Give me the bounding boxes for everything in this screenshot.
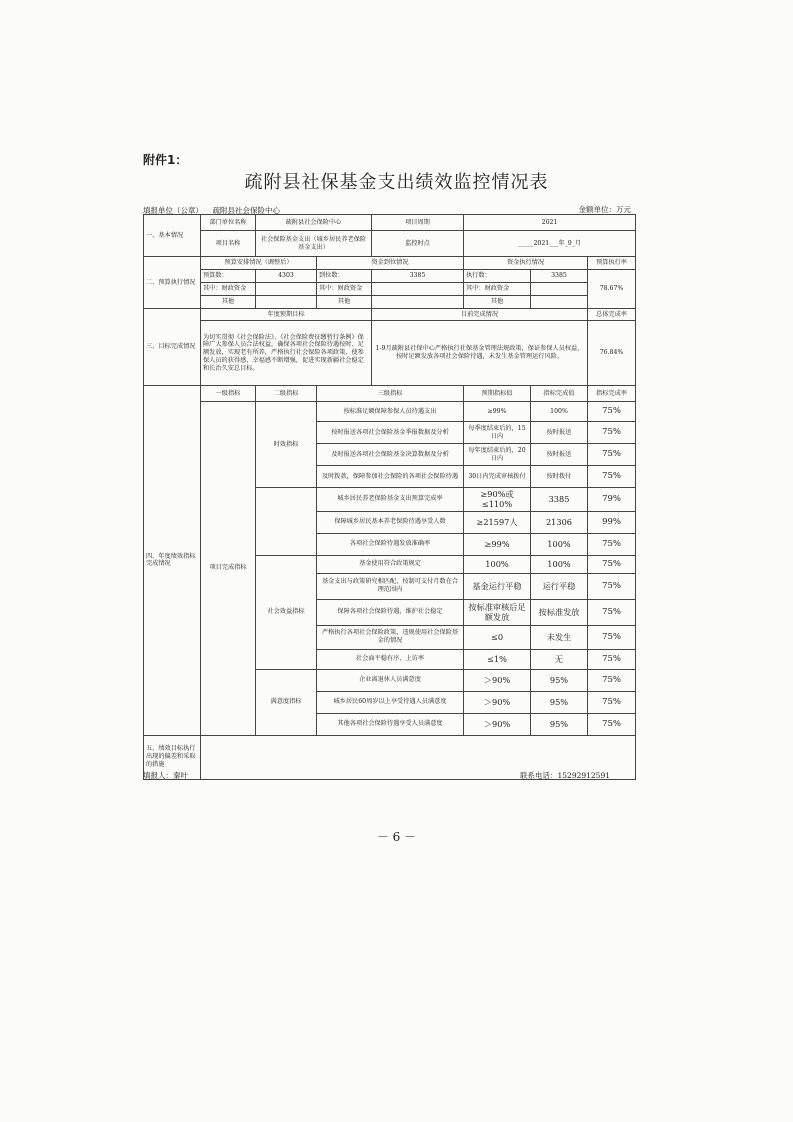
arrive-value: 3385 [372, 270, 464, 283]
indicator-expected: ≥99% [464, 533, 531, 555]
budget-arrange-header: 预算安排情况（调整后） [201, 257, 317, 270]
indicator-expected: ＞90% [464, 691, 531, 713]
header-rate: 指标完成率 [588, 386, 636, 402]
phone-label: 联系电话： [520, 771, 558, 780]
group-satisfaction: 满意度指标 [256, 669, 317, 735]
filler-value: 疏附县社会保险中心 [212, 206, 281, 215]
indicator-rate: 75% [588, 555, 636, 573]
indicator-rate: 75% [588, 649, 636, 669]
indicator-rate: 75% [588, 533, 636, 555]
arrive-other-label: 其他 [317, 296, 372, 309]
indicator-actual: 3385 [531, 488, 588, 512]
monitor-label: 监控时点 [372, 231, 464, 257]
indicator-rate: 75% [588, 573, 636, 599]
period-label: 项目周期 [372, 215, 464, 231]
exec-other-label: 其他 [464, 296, 531, 309]
group-quantity [256, 488, 317, 556]
header-level1: 一级指标 [201, 386, 256, 402]
section-goal: 三、目标完成情况 [144, 309, 201, 386]
indicator-rate: 75% [588, 599, 636, 625]
exec-value: 3385 [531, 270, 588, 283]
group-social-benefit: 社会效益指标 [256, 555, 317, 669]
indicator-actual: 100% [531, 402, 588, 422]
indicator-rate: 75% [588, 691, 636, 713]
indicator-name: 城乡居民养老保险基金支出预算完成率 [317, 488, 464, 512]
indicator-actual: 按时报送 [531, 422, 588, 444]
indicator-name: 城乡居民60周岁以上享受待遇人员满意度 [317, 691, 464, 713]
arrive-fin-value [372, 283, 464, 296]
group-timeliness: 时效指标 [256, 402, 317, 488]
section-basic: 一、基本情况 [144, 215, 201, 257]
goal-rate-value: 76.84% [588, 321, 636, 386]
indicator-expected: 30日内完成审核拨付 [464, 466, 531, 488]
indicator-rate: 75% [588, 466, 636, 488]
goal-annual-text: 为切实贯彻《社会保险法》、《社会保险费征缴暂行条例》保障广大参保人员合法权益，确保各项社会保险待遇按时、足额发放，实现老有所养，严格执行社会保险各项政策，使参保人员的获得感、幸福感不断增强，促进实现新疆社会稳定和长治久安总目标。 [201, 321, 372, 386]
indicator-actual: 100% [531, 555, 588, 573]
budget-rate-value: 78.67% [588, 270, 636, 309]
indicator-expected: ≤1% [464, 649, 531, 669]
section-deviation: 五、绩效目标执行出现的偏差和采取的措施 [144, 735, 201, 779]
indicator-name: 基金使用符合政策规定 [317, 555, 464, 573]
indicator-actual: 按时报送 [531, 444, 588, 466]
indicator-expected: ＞90% [464, 713, 531, 735]
exec-other-value [531, 296, 588, 309]
level1-project-completion: 项目完成指标 [201, 402, 256, 736]
indicator-rate: 75% [588, 713, 636, 735]
indicator-actual: 按时拨付 [531, 466, 588, 488]
exec-fin-value [531, 283, 588, 296]
amount-unit: 金额单位：万元 [578, 205, 631, 214]
filler-label: 填报单位（公章） [143, 206, 203, 215]
indicator-expected: ＞90% [464, 669, 531, 691]
indicator-name: 社会面平稳有序，上访率 [317, 649, 464, 669]
reporter [143, 770, 188, 781]
period-value: 2021 [464, 215, 636, 231]
page-number: － 6 － [376, 830, 417, 844]
indicator-expected: 每年度结束后的，20日内 [464, 444, 531, 466]
reporter-label: 填报人： [143, 771, 173, 780]
indicator-name: 保障各项社会保险待遇，维护社会稳定 [317, 599, 464, 625]
arrive-label: 到位数： [317, 270, 372, 283]
budget-exec-header: 资金执行情况 [464, 257, 588, 270]
indicator-expected: 每季度结束后的，15日内 [464, 422, 531, 444]
indicator-actual: 按标准发放 [531, 599, 588, 625]
exec-fin-label: 其中：财政资金 [464, 283, 531, 296]
indicator-expected: ≥99% [464, 402, 531, 422]
indicator-name: 各项社会保险待遇发放准确率 [317, 533, 464, 555]
indicator-rate: 99% [588, 511, 636, 533]
indicator-expected: ≥90%或≤110% [464, 488, 531, 512]
indicator-name: 及时报送各项社会保险基金决算数据及分析 [317, 444, 464, 466]
indicator-name: 严格执行各项社会保险政策，违规使用社会保险基金的情况 [317, 625, 464, 649]
goal-current-header: 目前完成情况 [372, 309, 588, 321]
indicator-actual: 95% [531, 713, 588, 735]
indicator-actual: 21306 [531, 511, 588, 533]
indicator-name: 按时报送各项社会保险基金季报数据及分析 [317, 422, 464, 444]
indicator-rate: 75% [588, 444, 636, 466]
indicator-name: 按标准足额保障参保人员待遇支出 [317, 402, 464, 422]
indicator-expected: 按标准审核后足额发放 [464, 599, 531, 625]
budget-other-value [256, 296, 317, 309]
arrive-fin-label: 其中：财政资金 [317, 283, 372, 296]
section-budget: 二、预算执行情况 [144, 257, 201, 309]
indicator-expected: ≥21597人 [464, 511, 531, 533]
budget-arrive-header: 资金到位情况 [317, 257, 464, 270]
goal-rate-header: 总体完成率 [588, 309, 636, 321]
indicator-rate: 75% [588, 669, 636, 691]
indicator-actual: 95% [531, 669, 588, 691]
indicator-name: 其他各项社会保险待遇享受人员满意度 [317, 713, 464, 735]
header-level3: 三级指标 [317, 386, 464, 402]
goal-annual-header: 年度预期目标 [201, 309, 372, 321]
exec-label: 执行数： [464, 270, 531, 283]
project-value: 社会保险基金支出（城乡居民养老保险基金支出） [256, 231, 372, 257]
indicator-actual: 未发生 [531, 625, 588, 649]
indicator-name: 保障城乡居民基本养老保险待遇享受人数 [317, 511, 464, 533]
indicator-expected: ≤0 [464, 625, 531, 649]
indicator-actual: 95% [531, 691, 588, 713]
budget-fin-value [256, 283, 317, 296]
indicator-rate: 75% [588, 625, 636, 649]
goal-current-text: 1-9月疏附县社保中心严格执行社保基金管理法规政策，保证参保人员权益，按时足额发放各项社会保险待遇，未发生基金管理运行风险。 [372, 321, 588, 386]
indicator-name: 企业离退休人员满意度 [317, 669, 464, 691]
contact-phone [520, 770, 610, 781]
indicator-expected: 基金运行平稳 [464, 573, 531, 599]
indicator-name: 及时拨款，保障参加社会保险的各项社会保险待遇 [317, 466, 464, 488]
dept-value: 疏附县社会保险中心 [256, 215, 372, 231]
monitor-value: _____2021___年_9_月 [464, 231, 636, 257]
page-title: 疏附县社保基金支出绩效监控情况表 [244, 172, 549, 193]
performance-table [143, 214, 635, 767]
dept-label: 部门单位名称 [201, 215, 256, 231]
project-label: 项目名称 [201, 231, 256, 257]
indicator-actual: 100% [531, 533, 588, 555]
header-actual: 指标完成值 [531, 386, 588, 402]
budget-value: 4303 [256, 270, 317, 283]
indicator-rate: 75% [588, 422, 636, 444]
arrive-other-value [372, 296, 464, 309]
attachment-label: 附件1： [143, 153, 188, 167]
reporter-value: 秦叶 [173, 771, 188, 780]
indicator-rate: 75% [588, 402, 636, 422]
budget-fin-label: 其中：财政资金 [201, 283, 256, 296]
indicator-actual: 无 [531, 649, 588, 669]
budget-label: 预算数： [201, 270, 256, 283]
indicator-name: 基金支出与政策研究相匹配，按制可支付月数在合理范围内 [317, 573, 464, 599]
phone-value: 15292912591 [557, 771, 610, 780]
budget-rate-header: 预算执行率 [588, 257, 636, 270]
header-level2: 二级指标 [256, 386, 317, 402]
indicator-actual: 运行平稳 [531, 573, 588, 599]
header-expected: 预期指标值 [464, 386, 531, 402]
indicator-rate: 79% [588, 488, 636, 512]
indicator-expected: 100% [464, 555, 531, 573]
budget-other-label: 其他 [201, 296, 256, 309]
section-indicators: 四、年度绩效指标完成情况 [144, 386, 201, 736]
